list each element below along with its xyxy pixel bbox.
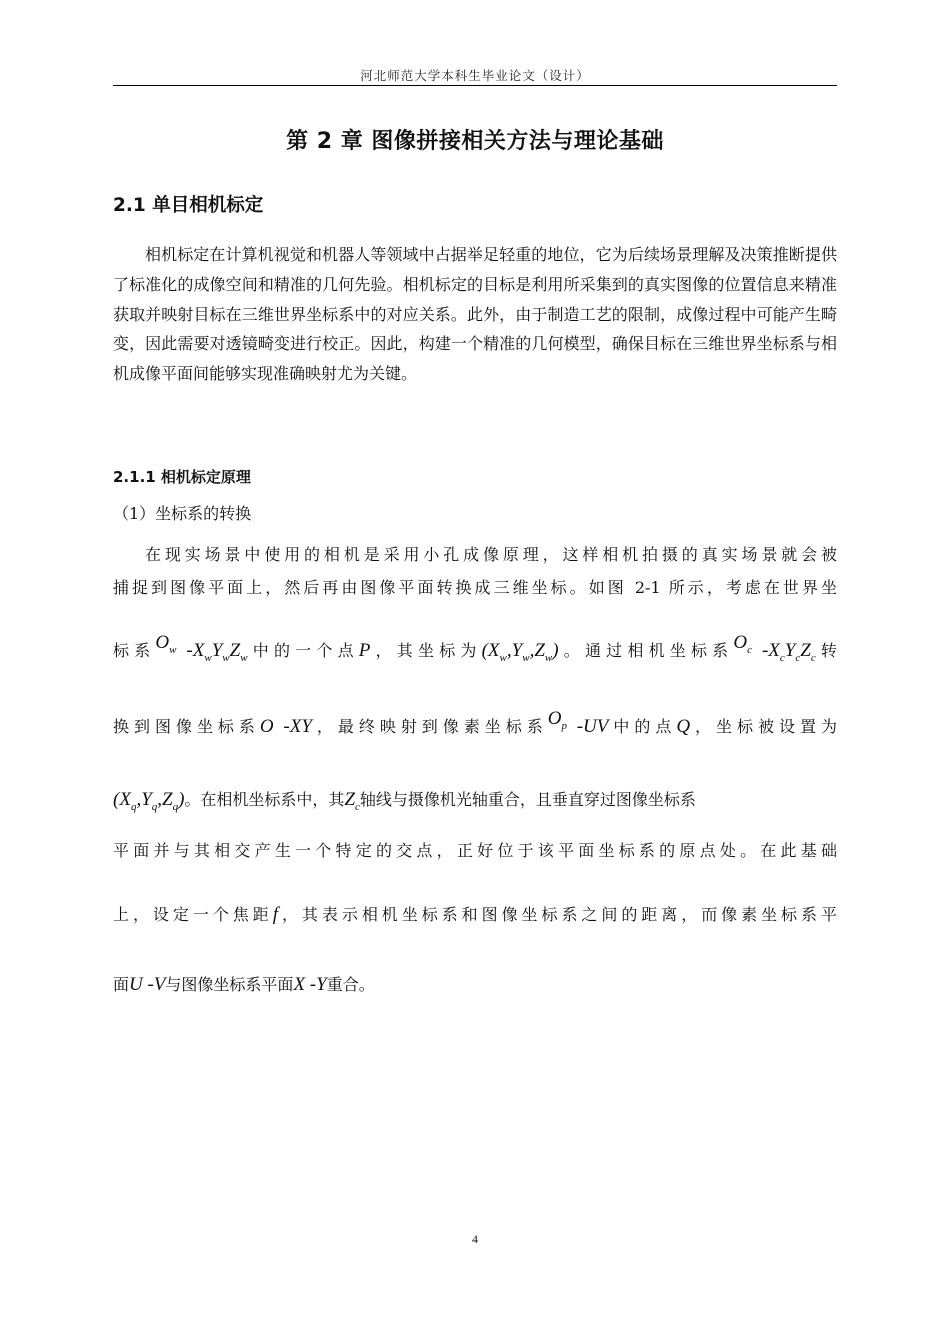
text-run: 中的一个点 (247, 641, 359, 660)
item-title: （1）坐标系的转换 (113, 504, 252, 523)
paragraph2-line-5 (113, 787, 837, 813)
math-pixel-coords: $(X_q,Y_q,Z_q)$ (113, 789, 185, 813)
math-zc-axis: $Z_c$ (344, 789, 360, 813)
paragraph-camera-calibration: 相机标定在计算机视觉和机器人等领域中占据举足轻重的地位，它为后续场景理解及决策推断提供了标准化的成像空间和精准的几何先验。相机标定的目标是利用所采集到的真实图像的位置信息来精准获取并映射目标在三维世界坐标系中的对应关系。此外，由于制造工艺的限制，成像过程中可能产生畸变，因此需要对透镜畸变进行校正。因此，构建一个精准的几何模型，确保目标在三维世界坐标系与相机成像平面间能够实现准确映射尤为关键。 (113, 245, 837, 384)
text-run: 上，设定一个焦距 (113, 905, 273, 924)
text-run: ，其表示相机坐标系和图像坐标系之间的距离，而像素坐标系平 (278, 905, 837, 924)
text-run: 。在相机坐标系中，其 (184, 790, 345, 809)
math-pixel-coord-system: $O_p$ -UV (547, 708, 609, 737)
subsection-title: 2.1.1 相机标定原理 (113, 468, 251, 486)
math-focal-length: f (272, 904, 278, 925)
paragraph2-line-8 (113, 972, 837, 996)
page-number: 4 (472, 1232, 478, 1246)
text-run: ，坐标被设置为 (690, 717, 837, 736)
text-run: 面 (113, 975, 130, 994)
paragraph2-line-3 (113, 632, 837, 664)
chapter-title: 第 2 章 图像拼接相关方法与理论基础 (286, 129, 664, 154)
paragraph2-line-7 (113, 902, 837, 926)
math-point-p: P (358, 640, 371, 661)
paragraph2-line-2: 捕捉到图像平面上，然后再由图像平面转换成三维坐标。如图 2-1 所示，考虑在世界坐 (113, 578, 837, 597)
text-run: 。通过相机坐标系 (558, 641, 734, 660)
math-world-coords: $(X_w,Y_w,Z_w)$ (481, 640, 559, 664)
section-title: 2.1 单目相机标定 (113, 195, 264, 216)
header-rule (113, 85, 837, 86)
text-run: 标系 (113, 641, 156, 660)
text-run: 中的点 (608, 717, 677, 736)
math-world-coord-system: $O_w$ $-X_wY_wZ_w$ (155, 632, 248, 664)
paragraph2-line-6: 平面并与其相交产生一个特定的交点，正好位于该平面坐标系的原点处。在此基础 (113, 841, 837, 860)
paragraph2-line-4 (113, 708, 837, 740)
text-run: 重合。 (326, 975, 375, 994)
text-run: 换到图像坐标系 (113, 717, 260, 736)
page-header: 河北师范大学本科生毕业论文（设计） (360, 68, 590, 83)
math-point-q: Q (676, 716, 691, 737)
math-camera-coord-system: $O_c$ $-X_cY_cZ_c$ (733, 632, 816, 664)
math-image-coord-system: O -XY (259, 716, 312, 737)
text-run: 轴线与摄像机光轴重合，且垂直穿过图像坐标系 (359, 790, 696, 809)
math-xy-plane: X -Y (293, 974, 327, 995)
text-run: 与图像坐标系平面 (165, 975, 294, 994)
text-run: ，其坐标为 (370, 641, 482, 660)
text-run: 转 (815, 641, 837, 660)
text-run: ，最终映射到像素坐标系 (311, 717, 548, 736)
math-uv-plane: U -V (129, 974, 166, 995)
paragraph2-line-1: 在现实场景中使用的相机是采用小孔成像原理，这样相机拍摄的真实场景就会被 (145, 545, 837, 564)
